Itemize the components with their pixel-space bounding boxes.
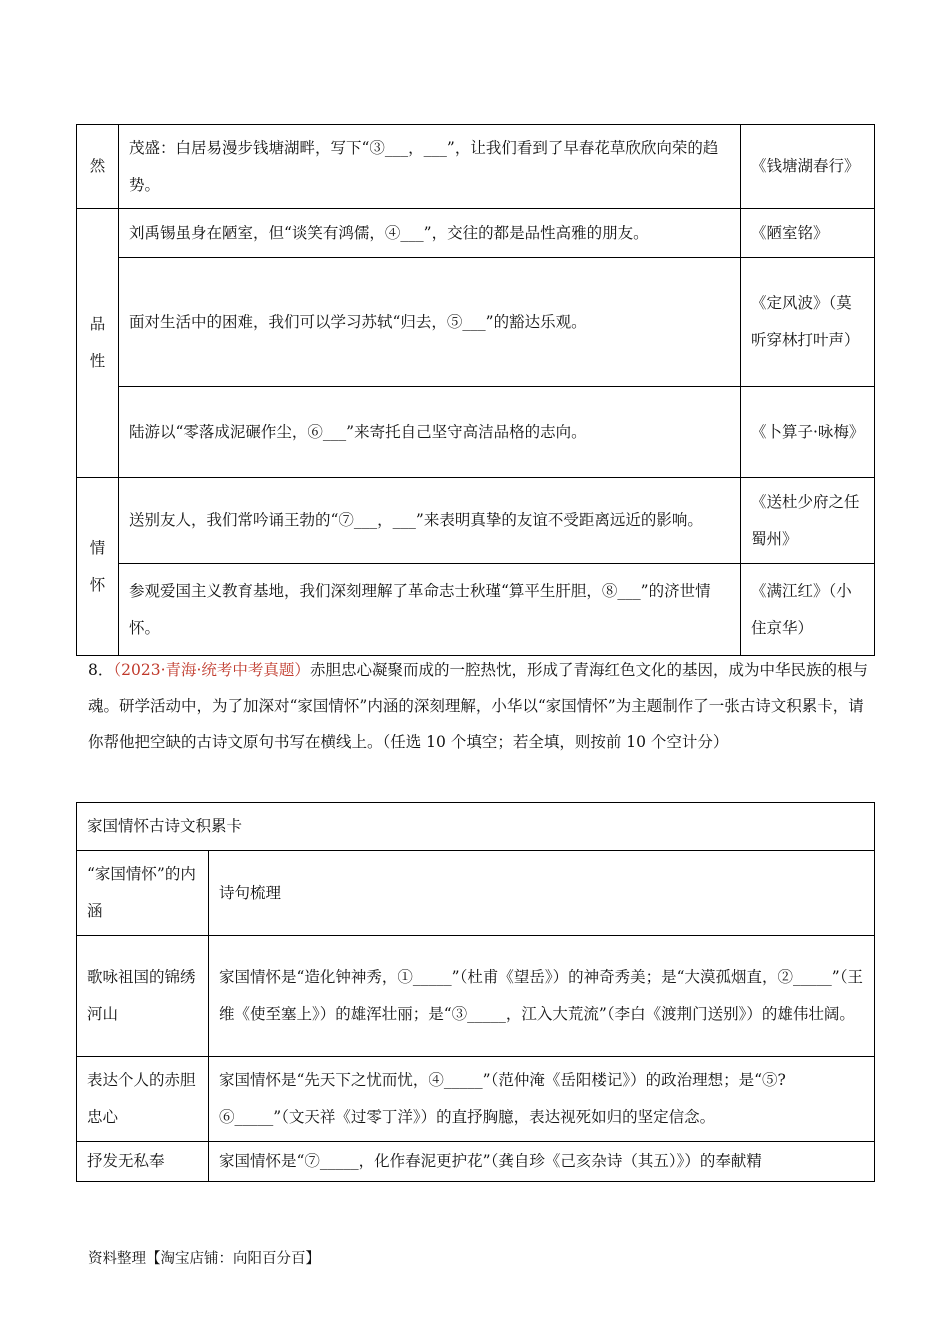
table-row (77, 209, 875, 258)
source-cell: 《满江红》（小住京华） (741, 564, 875, 656)
poem-cell: 家国情怀是“⑦_____，化作春泥更护花”（龚自珍《己亥杂诗（其五）》）的奉献精 (209, 1142, 875, 1182)
text-cell: 面对生活中的困难，我们可以学习苏轼“归去，⑤___”的豁达乐观。 (119, 258, 741, 387)
meaning-cell: 表达个人的赤胆忠心 (77, 1057, 209, 1142)
text-cell: 送别友人，我们常吟诵王勃的“⑦___，___”来表明真挚的友谊不受距离远近的影响。 (119, 478, 741, 564)
table-row (77, 478, 875, 564)
table-row (77, 1057, 875, 1142)
text-cell: 刘禹锡虽身在陋室，但“谈笑有鸿儒，④___”，交往的都是品性高雅的朋友。 (119, 209, 741, 258)
table-row (77, 125, 875, 209)
table-row (77, 564, 875, 656)
category-cell (77, 209, 119, 478)
poetry-table-1 (76, 124, 875, 656)
text-cell: 参观爱国主义教育基地，我们深刻理解了革命志士秋瑾“算平生肝胆，⑧___”的济世情怀。 (119, 564, 741, 656)
accumulation-card-table (76, 802, 875, 1182)
table-row (77, 1142, 875, 1182)
poem-cell: 家国情怀是“先天下之忧而忧，④_____”（范仲淹《岳阳楼记》）的政治理想；是“⑤?⑥_____”（文天祥《过零丁洋》）的直抒胸臆，表达视死如归的坚定信念。 (209, 1057, 875, 1142)
category-label: 情怀 (89, 538, 106, 594)
header-left: “家国情怀”的内涵 (77, 851, 209, 936)
source-cell: 《钱塘湖春行》 (741, 125, 875, 209)
category-label: 品性 (89, 315, 106, 370)
question-source: （2023·青海·统考中考真题） (113, 661, 310, 679)
table-row (77, 936, 875, 1057)
table-row (77, 387, 875, 478)
question-text: 赤胆忠心凝聚而成的一腔热忱，形成了青海红色文化的基因，成为中华民族的根与魂。研学活动中，为了加深对“家国情怀”内涵的深刻理解，小华以“家国情怀”为主题制作了一张古诗文积累卡，请你帮他把空缺的古诗文原句书写在横线上。（任选 10 个填空；若全填，则按前 10 个空计分） (88, 661, 868, 751)
question-8 (88, 652, 868, 760)
meaning-cell: 歌咏祖国的锦绣河山 (77, 936, 209, 1057)
text-cell: 茂盛：白居易漫步钱塘湖畔，写下“③___，___”，让我们看到了早春花草欣欣向荣的趋势。 (119, 125, 741, 209)
category-cell: 然 (77, 125, 119, 209)
meaning-cell: 抒发无私奉 (77, 1142, 209, 1182)
card-title: 家国情怀古诗文积累卡 (77, 803, 875, 851)
table-row (77, 258, 875, 387)
source-cell: 《定风波》（莫听穿林打叶声） (741, 258, 875, 387)
footer-text: 资料整理【淘宝店铺：向阳百分百】 (88, 1251, 320, 1267)
poem-cell: 家国情怀是“造化钟神秀，①_____”（杜甫《望岳》）的神奇秀美；是“大漠孤烟直，②_____”（王维《使至塞上》）的雄浑壮丽；是“③_____，江入大荒流”（李白《渡荆门送别》）的雄伟壮阔。 (209, 936, 875, 1057)
category-cell (77, 478, 119, 656)
question-number: 8． (88, 661, 114, 679)
source-cell: 《卜算子·咏梅》 (741, 387, 875, 478)
table-row (77, 803, 875, 851)
source-cell: 《陋室铭》 (741, 209, 875, 258)
text-cell: 陆游以“零落成泥碾作尘，⑥___”来寄托自己坚守高洁品格的志向。 (119, 387, 741, 478)
header-right: 诗句梳理 (209, 851, 875, 936)
source-cell: 《送杜少府之任蜀州》 (741, 478, 875, 564)
table-row (77, 851, 875, 936)
